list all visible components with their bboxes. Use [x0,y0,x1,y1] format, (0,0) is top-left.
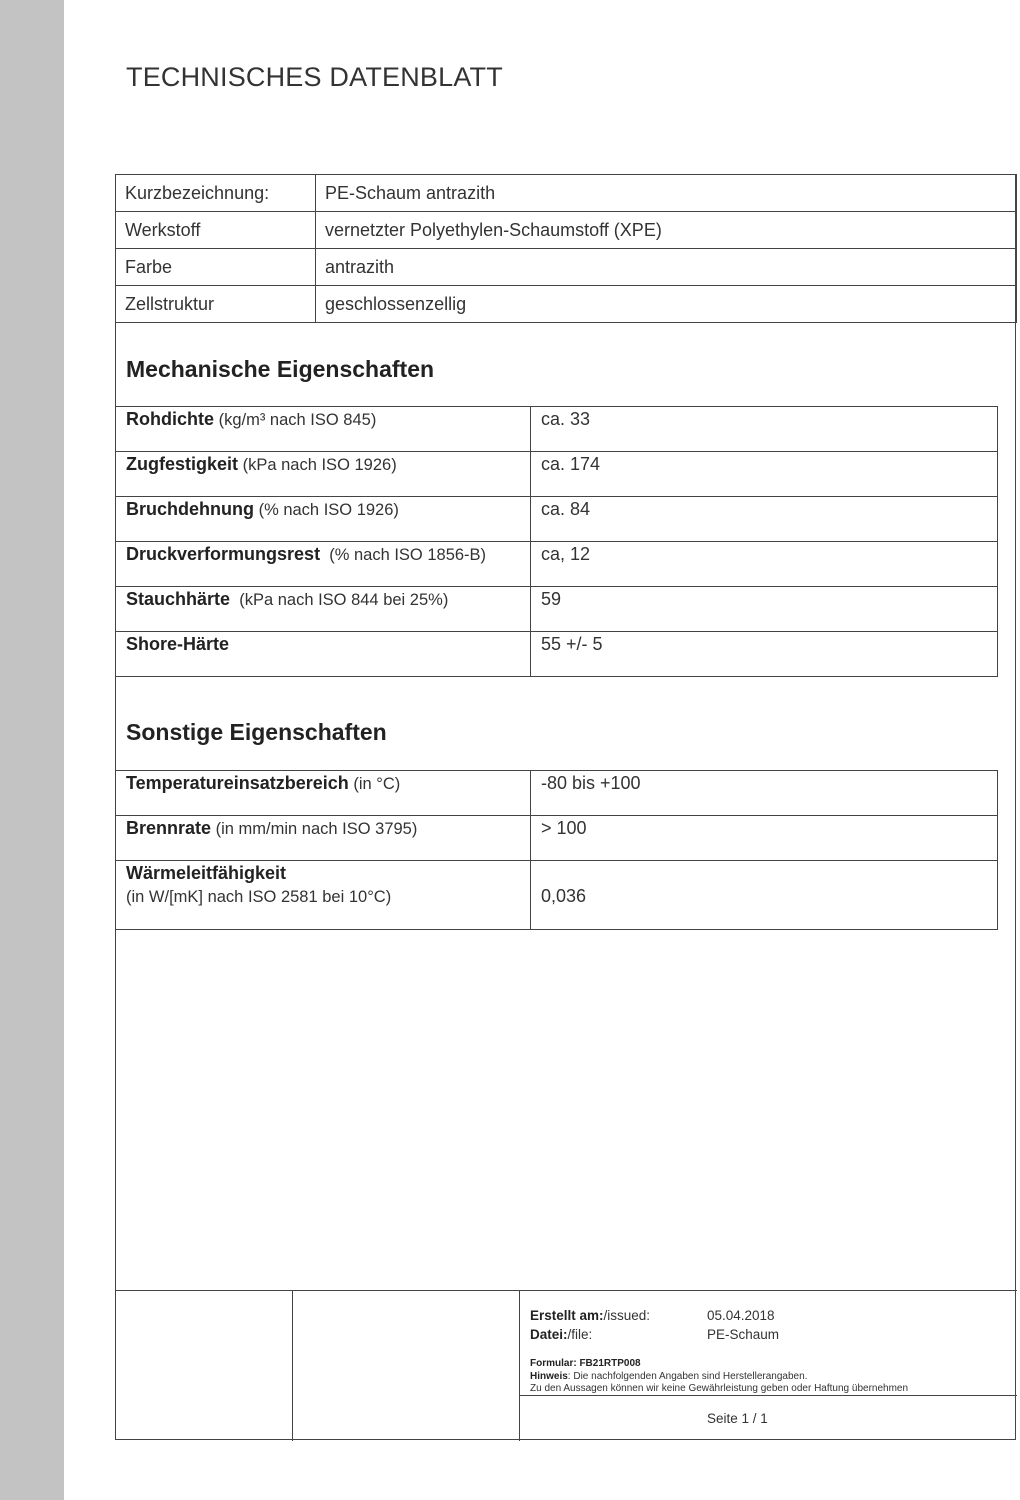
table-row [116,861,998,930]
info-row [116,249,1017,286]
table-row [116,407,998,452]
table-row [116,542,998,587]
property-note: (% nach ISO 1926) [254,501,399,519]
table-row [116,497,998,542]
property-value: 0,036 [531,861,998,930]
file-value: PE-Schaum [707,1327,780,1342]
footer-divider [519,1291,520,1441]
property-note: (in °C) [348,775,401,793]
table-row [116,771,998,816]
property-value: ca. 174 [531,452,998,497]
document-title: TECHNISCHES DATENBLATT [126,62,503,92]
info-key: Farbe [116,249,316,286]
info-value: geschlossenzellig [316,286,1017,323]
left-margin-bar [0,0,64,1500]
footer-divider [519,1395,1017,1396]
table-row [116,632,998,677]
footer-divider [292,1291,293,1441]
property-value: -80 bis +100 [531,771,998,816]
property-label [116,452,531,497]
mechanical-section-title: Mechanische Eigenschaften [126,356,435,382]
info-value: antrazith [316,249,1017,286]
property-name: Brennrate [126,818,212,838]
property-label [116,771,531,816]
property-name: Zugfestigkeit [126,454,239,474]
property-value: ca. 84 [531,497,998,542]
property-note: (kPa nach ISO 844 bei 25%) [230,591,449,609]
form-id: Formular: FB21RTP008 [530,1358,641,1369]
info-row [116,175,1017,212]
table-row [116,816,998,861]
property-value: > 100 [531,816,998,861]
table-row [116,587,998,632]
disclaimer-note: Hinweis: Die nachfolgenden Angaben sind Herstellerangaben. [530,1371,808,1382]
property-label [116,861,531,930]
other-properties-table [115,770,998,930]
property-name: Druckverformungsrest [126,544,321,564]
file-label: Datei:/file: [530,1327,593,1342]
property-name: Bruchdehnung [126,499,254,519]
property-name: Wärmeleitfähigkeit [126,863,287,883]
other-section-title: Sonstige Eigenschaften [126,719,387,745]
info-row [116,286,1017,323]
info-value: vernetzter Polyethylen-Schaumstoff (XPE) [316,212,1017,249]
created-value: 05.04.2018 [707,1308,775,1323]
property-name: Stauchhärte [126,589,231,609]
page-number: Seite 1 / 1 [707,1411,768,1426]
created-label: Erstellt am:/issued: [530,1308,651,1323]
info-key: Kurzbezeichnung: [116,175,316,212]
mechanical-properties-table [115,406,998,677]
property-note: (% nach ISO 1856-B) [320,546,487,564]
property-value: ca. 33 [531,407,998,452]
info-key: Zellstruktur [116,286,316,323]
property-value: 59 [531,587,998,632]
property-label [116,407,531,452]
property-name: Temperatureinsatzbereich [126,773,349,793]
table-row [116,452,998,497]
property-label [116,497,531,542]
property-note: (kPa nach ISO 1926) [238,456,397,474]
property-value: ca, 12 [531,542,998,587]
info-key: Werkstoff [116,212,316,249]
disclaimer-note-line2: Zu den Aussagen können wir keine Gewährleistung geben oder Haftung übernehmen [530,1383,909,1394]
property-label [116,632,531,677]
document-footer [115,1290,1017,1440]
property-name: Shore-Härte [126,634,230,654]
property-label [116,587,531,632]
property-label [116,816,531,861]
property-note: (in W/[mK] nach ISO 2581 bei 10°C) [126,888,392,906]
property-label [116,542,531,587]
property-value: 55 +/- 5 [531,632,998,677]
info-row [116,212,1017,249]
info-value: PE-Schaum antrazith [316,175,1017,212]
property-note: (in mm/min nach ISO 3795) [211,820,418,838]
info-table [115,174,1017,323]
property-name: Rohdichte [126,409,214,429]
property-note: (kg/m³ nach ISO 845) [214,411,377,429]
